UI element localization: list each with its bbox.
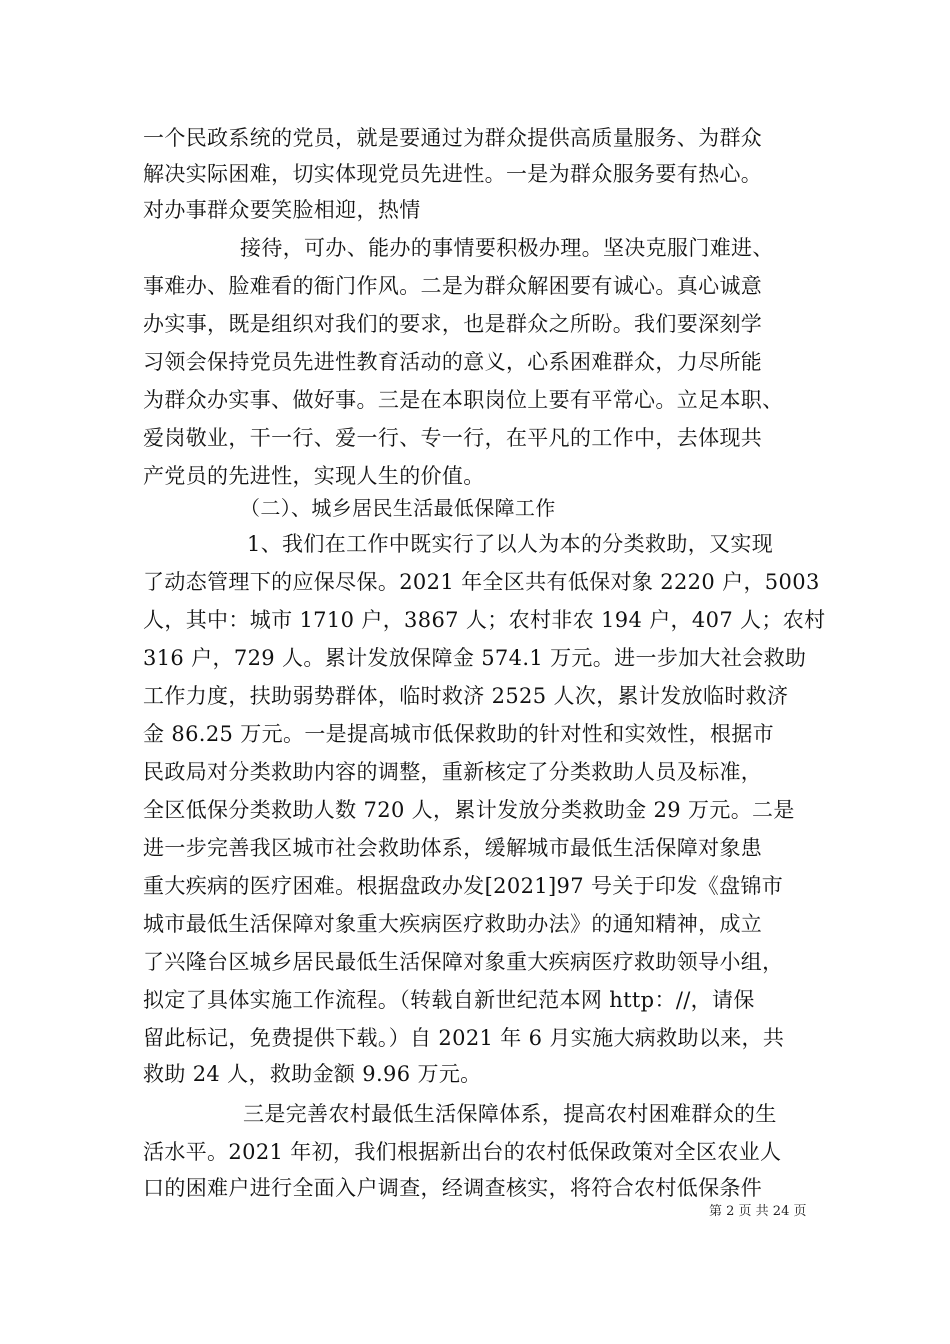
paragraph-line: 316 户，729 人。累计发放保障金 574.1 万元。进一步加大社会救助 <box>143 646 807 670</box>
paragraph-line: 金 86.25 万元。一是提高城市低保救助的针对性和实效性，根据市 <box>143 722 775 746</box>
paragraph-line: 对办事群众要笑脸相迎，热情 <box>143 198 421 222</box>
paragraph-line: 一个民政系统的党员，就是要通过为群众提供高质量服务、为群众 <box>143 126 763 150</box>
paragraph-line: 民政局对分类救助内容的调整，重新核定了分类救助人员及标准， <box>143 760 763 784</box>
paragraph-line: 工作力度，扶助弱势群体，临时救济 2525 人次，累计发放临时救济 <box>143 684 789 708</box>
paragraph-line: 解决实际困难，切实体现党员先进性。一是为群众服务要有热心。 <box>143 162 763 186</box>
paragraph-line: 接待，可办、能办的事情要积极办理。坚决克服门难进、 <box>240 236 774 260</box>
paragraph-line: 三是完善农村最低生活保障体系，提高农村困难群众的生 <box>243 1102 777 1126</box>
paragraph-line: 重大疾病的医疗困难。根据盘政办发[2021]97 号关于印发《盘锦市 <box>143 874 784 898</box>
paragraph-line: 习领会保持党员先进性教育活动的意义，心系困难群众，力尽所能 <box>143 350 763 374</box>
paragraph-line: 爱岗敬业，干一行、爱一行、专一行，在平凡的工作中，去体现共 <box>143 426 763 450</box>
section-heading: （二）、城乡居民生活最低保障工作 <box>240 496 556 520</box>
paragraph-line: 了兴隆台区城乡居民最低生活保障对象重大疾病医疗救助领导小组， <box>143 950 784 974</box>
paragraph-line: 为群众办实事、做好事。三是在本职岗位上要有平常心。立足本职、 <box>143 388 784 412</box>
paragraph-line: 城市最低生活保障对象重大疾病医疗救助办法》的通知精神，成立 <box>143 912 763 936</box>
paragraph-line: 产党员的先进性，实现人生的价值。 <box>143 464 485 488</box>
paragraph-line: 办实事，既是组织对我们的要求，也是群众之所盼。我们要深刻学 <box>143 312 763 336</box>
paragraph-line: 活水平。2021 年初，我们根据新出台的农村低保政策对全区农业人 <box>143 1140 782 1164</box>
paragraph-line: 进一步完善我区城市社会救助体系，缓解城市最低生活保障对象患 <box>143 836 763 860</box>
paragraph-line: 救助 24 人，救助金额 9.96 万元。 <box>143 1062 482 1086</box>
paragraph-line: 1、我们在工作中既实行了以人为本的分类救助，又实现 <box>247 532 774 556</box>
paragraph-line: 留此标记，免费提供下载。）自 2021 年 6 月实施大病救助以来，共 <box>143 1026 785 1050</box>
paragraph-line: 了动态管理下的应保尽保。2021 年全区共有低保对象 2220 户，5003 <box>143 570 820 594</box>
paragraph-line: 口的困难户进行全面入户调查，经调查核实，将符合农村低保条件 <box>143 1176 763 1200</box>
page-number: 第 2 页 共 24 页 <box>709 1204 807 1219</box>
paragraph-line: 人，其中：城市 1710 户，3867 人；农村非农 194 户，407 人；农村 <box>143 608 826 632</box>
paragraph-line: 拟定了具体实施工作流程。（转载自新世纪范本网 http：//，请保 <box>143 988 755 1012</box>
paragraph-line: 事难办、脸难看的衙门作风。二是为群众解困要有诚心。真心诚意 <box>143 274 763 298</box>
paragraph-line: 全区低保分类救助人数 720 人，累计发放分类救助金 29 万元。二是 <box>143 798 795 822</box>
